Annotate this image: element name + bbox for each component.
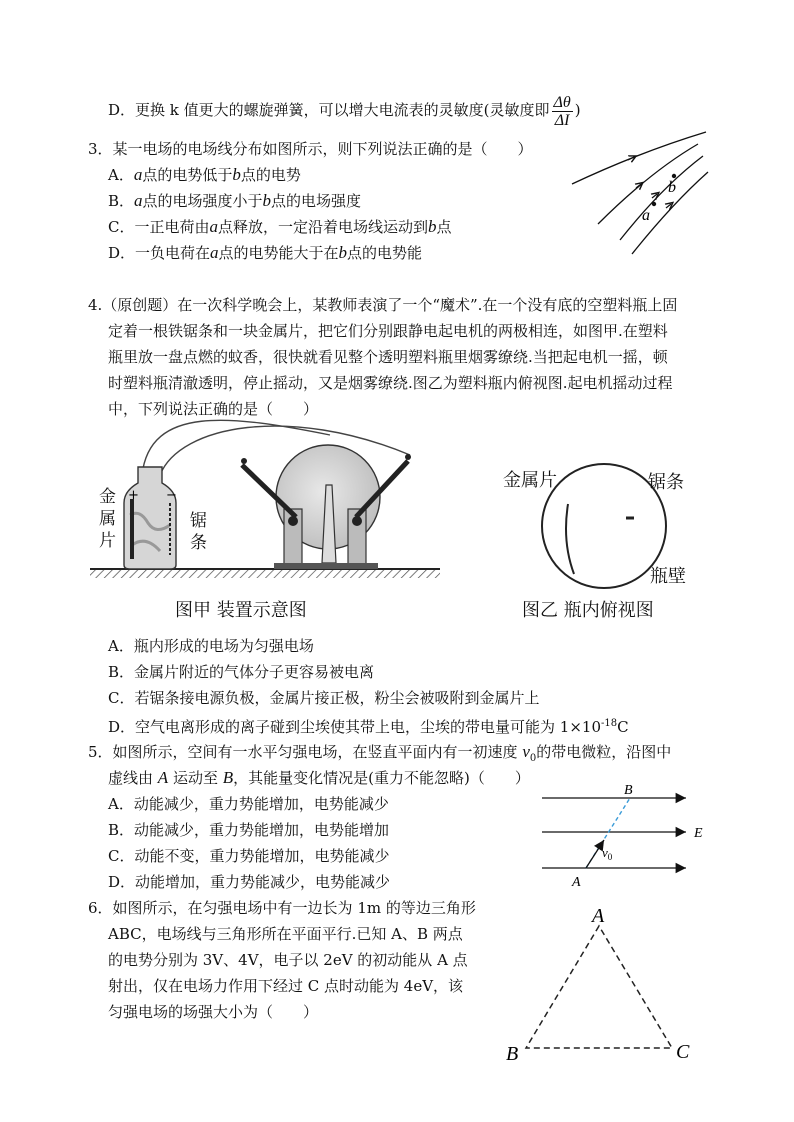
q4-option-d: D．空气电离形成的离子碰到尘埃使其带上电，尘埃的带电量可能为 $1\times 10^{-18}C$ <box>108 718 629 736</box>
q3-option-a: A．a点的电势低于b点的电势 <box>108 165 301 184</box>
q3-field-line-figure <box>570 132 710 262</box>
q4-fig2-label-saw: 锯条 <box>648 472 684 493</box>
metal-sheet-arc <box>566 504 574 574</box>
q3-option-c: C．一正电荷由a点释放，一定沿着电场线运动到b点 <box>108 217 452 236</box>
q4-option-a: A．瓶内形成的电场为匀强电场 <box>108 637 314 655</box>
q5-label-v0: $v_0$ <box>602 845 613 862</box>
q4-fig1-caption: 图甲 装置示意图 <box>175 600 307 621</box>
q6-vertex-c: C <box>676 1041 690 1063</box>
q4-fig2-label-metal: 金属片 <box>503 470 557 491</box>
q4-fig2-caption: 图乙 瓶内俯视图 <box>522 600 654 621</box>
q6-stem-line-4: 射出，仅在电场力作用下经过 C 点时动能为 4eV，该 <box>108 977 464 995</box>
q4-stem-line-3: 瓶里放一盘点燃的蚊香，很快就看见整个透明塑料瓶里烟雾缭绕.当把起电机一摇，顿 <box>108 348 668 366</box>
q4-fig2-label-wall: 瓶壁 <box>650 566 686 587</box>
field-line-1 <box>572 132 706 184</box>
q3-option-b: B．a点的电场强度小于b点的电场强度 <box>108 191 362 210</box>
sensitivity-fraction: $\frac{\Delta\theta}{\Delta I}$ <box>553 93 571 129</box>
q5-stem-line-1: 5．如图所示，空间有一水平匀强电场，在竖直平面内有一初速度 $v_0$的带电微粒，沿图中 <box>88 742 672 764</box>
q5-option-d: D．动能增加，重力势能减少，电势能减少 <box>108 873 391 891</box>
q5-label-e: E <box>694 826 703 841</box>
q3-point-a: a <box>642 207 650 224</box>
q4-stem-line-5: 中，下列说法正确的是（ ） <box>108 400 319 418</box>
q4-apparatus-figure <box>90 405 450 595</box>
q4-option-b: B．金属片附近的气体分子更容易被电离 <box>108 663 375 681</box>
equilateral-triangle <box>526 926 672 1048</box>
q5-point-b: B <box>624 783 633 798</box>
q6-vertex-b: B <box>506 1043 519 1065</box>
q2-option-d: D．更换 k 值更大的螺旋弹簧，可以增大电流表的灵敏度(灵敏度即 $\frac{\Delta\theta}{\Delta I}$ ) <box>108 93 581 129</box>
q4-stem-line-4: 时塑料瓶清澈透明，停止摇动，又是烟雾缭绕.图乙为塑料瓶内俯视图.起电机摇动过程 <box>108 374 673 392</box>
q3-stem: 3．某一电场的电场线分布如图所示，则下列说法正确的是（ ） <box>88 140 533 158</box>
q4-stem-line-2: 定着一根铁锯条和一块金属片，把它们分别跟静电起电机的两极相连，如图甲.在塑料 <box>108 322 668 340</box>
q6-stem-line-2: ABC，电场线与三角形所在平面平行.已知 A、B 两点 <box>108 925 463 943</box>
q5-point-a: A <box>572 875 581 890</box>
bottle-minus: − <box>166 488 177 503</box>
q6-stem-line-5: 匀强电场的场强大小为（ ） <box>108 1003 319 1021</box>
q4-stem-line-1: 4.（原创题）在一次科学晚会上，某教师表演了一个“魔术”.在一个没有底的空塑料瓶上固 <box>88 296 678 314</box>
q5-option-c: C．动能不变，重力势能增加，电势能减少 <box>108 847 390 865</box>
q4-option-c: C．若锯条接电源负极，金属片接正极，粉尘会被吸附到金属片上 <box>108 689 540 707</box>
q6-stem-line-3: 的电势分别为 3V、4V，电子以 2eV 的初动能从 A 点 <box>108 951 468 969</box>
bottle-plus: + <box>128 488 139 503</box>
q4-fig1-label-metal: 金 属 片 <box>99 487 116 551</box>
q5-stem-line-2: 虚线由 A 运动至 B，其能量变化情况是(重力不能忽略)（ ） <box>108 768 530 787</box>
q6-vertex-a: A <box>592 905 605 927</box>
q3-option-d: D．一负电荷在a点的电势能大于在b点的电势能 <box>108 243 423 262</box>
q3-point-b: b <box>668 179 676 196</box>
q5-option-a: A．动能减少，重力势能增加，电势能减少 <box>108 795 389 813</box>
q5-field-figure <box>536 780 716 890</box>
q4-fig1-label-saw: 锯 条 <box>190 511 207 553</box>
q6-stem-line-1: 6．如图所示，在匀强电场中有一边长为 1m 的等边三角形 <box>88 899 476 917</box>
q5-option-b: B．动能减少，重力势能增加，电势能增加 <box>108 821 390 839</box>
q6-triangle-figure <box>500 900 700 1070</box>
